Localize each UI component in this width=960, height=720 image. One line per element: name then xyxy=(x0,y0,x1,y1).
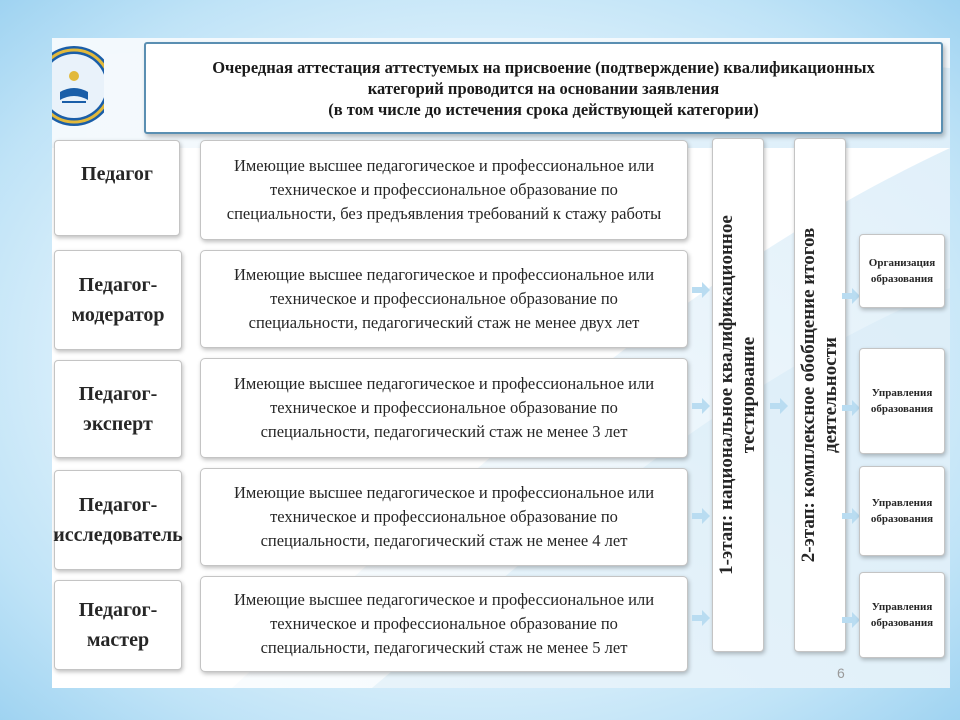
arrow-right-icon xyxy=(770,398,788,414)
requirement-line: Имеющие высшее педагогическое и профессиональное или xyxy=(233,156,655,175)
arrow-right-icon xyxy=(842,400,860,416)
category-label: исследователь xyxy=(53,524,183,546)
org-box-1 xyxy=(859,234,945,308)
stage-1-line-2: тестирование xyxy=(738,336,759,454)
arrow-right-icon xyxy=(692,610,710,626)
requirement-line: Имеющие высшее педагогическое и профессиональное или xyxy=(233,265,655,284)
category-label: модератор xyxy=(71,304,165,326)
arrow-right-icon xyxy=(692,508,710,524)
emblem-logo xyxy=(52,38,104,134)
category-label: эксперт xyxy=(83,413,153,435)
requirement-line: специальности, педагогический стаж не менее двух лет xyxy=(248,313,640,332)
requirement-master xyxy=(200,576,688,672)
arrow-right-icon xyxy=(842,508,860,524)
requirement-moderator xyxy=(200,250,688,348)
org-box-2 xyxy=(859,348,945,454)
requirement-expert xyxy=(200,358,688,458)
org-label: Управления xyxy=(871,497,933,509)
requirement-line: техническое и профессиональное образование по xyxy=(270,398,618,417)
requirement-line: Имеющие высшее педагогическое и профессиональное или xyxy=(233,483,655,502)
stage-2-box xyxy=(794,138,846,652)
arrow-right-icon xyxy=(842,288,860,304)
arrow-right-icon xyxy=(842,612,860,628)
requirement-pedagog xyxy=(200,140,688,240)
stage-2-line-2: деятельности xyxy=(820,337,841,453)
requirement-line: специальности, педагогический стаж не менее 5 лет xyxy=(260,638,628,657)
header-line-1: Очередная аттестация аттестуемых на присвоение (подтверждение) квалификационных xyxy=(212,57,875,77)
category-pedagog-expert xyxy=(54,360,182,458)
requirement-researcher xyxy=(200,468,688,566)
header-banner xyxy=(144,42,943,134)
slide xyxy=(52,38,950,688)
category-pedagog xyxy=(54,140,180,236)
category-label: Педагог- xyxy=(78,494,158,516)
category-label: Педагог xyxy=(81,163,153,185)
stage-2-line-1: 2-этап: комплексное обобщение итогов xyxy=(798,227,819,563)
org-label: образования xyxy=(870,273,934,285)
category-label: Педагог- xyxy=(78,383,158,405)
requirement-line: специальности, педагогический стаж не менее 4 лет xyxy=(260,531,628,550)
category-pedagog-master xyxy=(54,580,182,670)
category-label: Педагог- xyxy=(78,599,158,621)
category-pedagog-researcher xyxy=(54,470,182,570)
category-label: мастер xyxy=(86,629,150,651)
org-label: Управления xyxy=(871,387,933,399)
header-line-3: (в том числе до истечения срока действующей категории) xyxy=(328,99,759,119)
requirement-line: Имеющие высшее педагогическое и профессиональное или xyxy=(233,590,655,609)
arrow-right-icon xyxy=(692,282,710,298)
arrow-right-icon xyxy=(692,398,710,414)
header-line-2: категорий проводится на основании заявления xyxy=(367,78,720,98)
org-box-4 xyxy=(859,572,945,658)
requirement-line: техническое и профессиональное образование по xyxy=(270,180,618,199)
stage-1-box xyxy=(712,138,764,652)
org-label: Организация xyxy=(868,257,936,269)
page-number: 6 xyxy=(837,665,845,681)
requirement-line: техническое и профессиональное образование по xyxy=(270,507,618,526)
requirement-line: специальности, педагогический стаж не менее 3 лет xyxy=(260,422,628,441)
requirement-line: специальности, без предъявления требований к стажу работы xyxy=(226,204,662,223)
org-label: образования xyxy=(870,403,934,415)
requirement-line: техническое и профессиональное образование по xyxy=(270,289,618,308)
requirement-line: техническое и профессиональное образование по xyxy=(270,614,618,633)
org-label: образования xyxy=(870,617,934,629)
org-label: образования xyxy=(870,513,934,525)
category-label: Педагог- xyxy=(78,274,158,296)
stage-1-line-1: 1-этап: национальное квалификационное xyxy=(716,215,737,575)
org-label: Управления xyxy=(871,601,933,613)
org-box-3 xyxy=(859,466,945,556)
requirement-line: Имеющие высшее педагогическое и профессиональное или xyxy=(233,374,655,393)
category-pedagog-moderator xyxy=(54,250,182,350)
